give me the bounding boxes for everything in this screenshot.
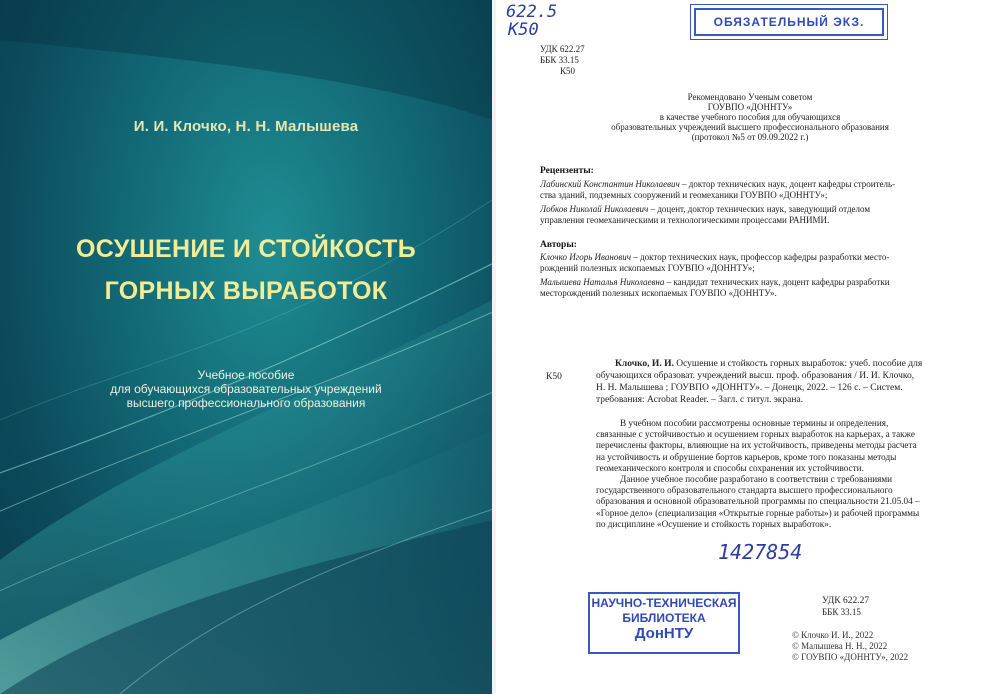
handwritten-class-number: 622.5 (506, 2, 558, 22)
author-text: рождений полезных ископаемых ГОУВПО «ДОННТУ»; (540, 263, 755, 273)
reviewer-text: – доктор технических наук, доцент кафедры строитель- (679, 179, 896, 189)
abstract-line: на устойчивость и обрушение бортов карьеров, кроме того показаны методы (596, 451, 897, 462)
author-entry (540, 252, 968, 274)
reviewers-heading: Рецензенты: (540, 166, 594, 176)
author-mark: К50 (546, 372, 562, 382)
abstract-line: «Горное дело» (специализация «Открытые горные работы») и рабочей программы (596, 507, 920, 518)
bbk-code: ББК 33.15 (822, 607, 861, 617)
cover-subtitle-line: высшего профессионального образования (126, 396, 366, 410)
reviewer-text: управления геомеханическими и технологическими процессами РАНИМИ. (540, 215, 830, 225)
abstract-line: по дисциплине «Осушение и стойкость горных выработок». (596, 518, 832, 529)
bbk-code: ББК 33.15 (540, 55, 579, 65)
library-stamp-line: БИБЛИОТЕКА (622, 611, 706, 625)
reviewer-entry (540, 204, 968, 226)
title-page (496, 0, 1000, 694)
cover-subtitle-line: для обучающихся образовательных учреждений (110, 382, 382, 396)
author-mark: К50 (560, 66, 576, 76)
abstract-line: перечислены факторы, влияющие на их устойчивость, приведены методы расчета (596, 440, 917, 451)
abstract-line: связанные с устойчивостью и осушением горных выработок на карьерах, а также (596, 429, 915, 440)
mandatory-copy-stamp: ОБЯЗАТЕЛЬНЫЙ ЭКЗ. (694, 8, 884, 36)
recommendation-line: Рекомендовано Ученым советом (687, 92, 813, 102)
copyright-line: © Клочко И. И., 2022 (792, 630, 874, 640)
handwritten-author-mark: К50 (508, 20, 539, 40)
biblio-text: Н. Н. Малышева ; ГОУВПО «ДОННТУ». – Донецк, 2022. – 126 с. – Систем. (596, 383, 903, 393)
biblio-lead: Клочко, И. И. (615, 359, 674, 369)
udk-code: УДК 622.27 (822, 596, 870, 606)
copyright-line: © ГОУВПО «ДОННТУ», 2022 (792, 652, 909, 662)
handwritten-inventory-number: 1427854 (718, 540, 803, 564)
library-stamp-line: НАУЧНО-ТЕХНИЧЕСКАЯ (591, 596, 737, 610)
authors-heading: Авторы: (540, 240, 577, 250)
abstract (596, 418, 968, 530)
cover-subtitle-line: Учебное пособие (197, 368, 295, 382)
reviewer-name: Лобков Николай Николаевич (540, 204, 649, 214)
author-name: Клочко Игорь Иванович (540, 252, 632, 262)
abstract-line: Данное учебное пособие разработано в соответствии с требованиями (620, 474, 893, 485)
abstract-line: образования и основной образовательной программы по специальности 21.05.04 – (596, 496, 920, 507)
copyright-line: © Малышева Н. Н., 2022 (792, 641, 888, 651)
library-stamp-line: ДонНТУ (634, 625, 694, 642)
recommendation-block (570, 92, 930, 142)
recommendation-line: образовательных учреждений высшего профессионального образования (611, 122, 889, 132)
abstract-line: геомеханического контроля и способы сохранения их устойчивости. (596, 462, 864, 473)
copyright-block (792, 630, 908, 663)
library-stamp (588, 592, 740, 654)
recommendation-line: в качестве учебного пособия для обучающихся (659, 112, 841, 122)
abstract-line: государственного образовательного стандарта высшего профессионального (596, 485, 893, 496)
cover-wave-graphic (0, 0, 492, 694)
reviewer-entry (540, 179, 968, 201)
author-name: Малышева Наталья Николаевна (540, 277, 665, 287)
reviewer-text: – доцент, доктор технических наук, заведующий отделом (648, 204, 871, 214)
recommendation-line: ГОУВПО «ДОННТУ» (707, 102, 793, 112)
book-cover (0, 0, 492, 694)
cover-title (0, 228, 492, 312)
author-text: – кандидат технических наук, доцент кафедры разработки (664, 277, 890, 287)
cover-authors: И. И. Клочко, Н. Н. Малышева (133, 118, 359, 135)
biblio-text: требования: Acrobat Reader. – Загл. с титул. экрана. (596, 395, 804, 405)
abstract-line: В учебном пособии рассмотрены основные термины и определения, (620, 418, 889, 428)
cover-subtitle (0, 368, 492, 410)
cover-title-line: ГОРНЫХ ВЫРАБОТОК (104, 277, 388, 305)
reviewer-name: Лабинский Константин Николаевич (540, 179, 680, 189)
author-text: месторождений полезных ископаемых ГОУВПО «ДОННТУ». (540, 288, 777, 298)
cover-title-line: ОСУШЕНИЕ И СТОЙКОСТЬ (76, 235, 416, 263)
udk-code: УДК 622.27 (540, 44, 585, 54)
biblio-text: Осушение и стойкость горных выработок: учеб. пособие для (673, 359, 923, 369)
recommendation-line: (протокол №5 от 09.09.2022 г.) (691, 132, 809, 142)
biblio-text: обучающихся образоват. учреждений высш. проф. образования / И. И. Клочко, (596, 371, 915, 381)
author-entry (540, 277, 968, 299)
author-text: – доктор технических наук, профессор кафедры разработки место- (631, 252, 890, 262)
bibliographic-record (596, 358, 968, 406)
reviewer-text: ства зданий, подземных сооружений и геомеханики ГОУВПО «ДОННТУ»; (540, 190, 828, 200)
